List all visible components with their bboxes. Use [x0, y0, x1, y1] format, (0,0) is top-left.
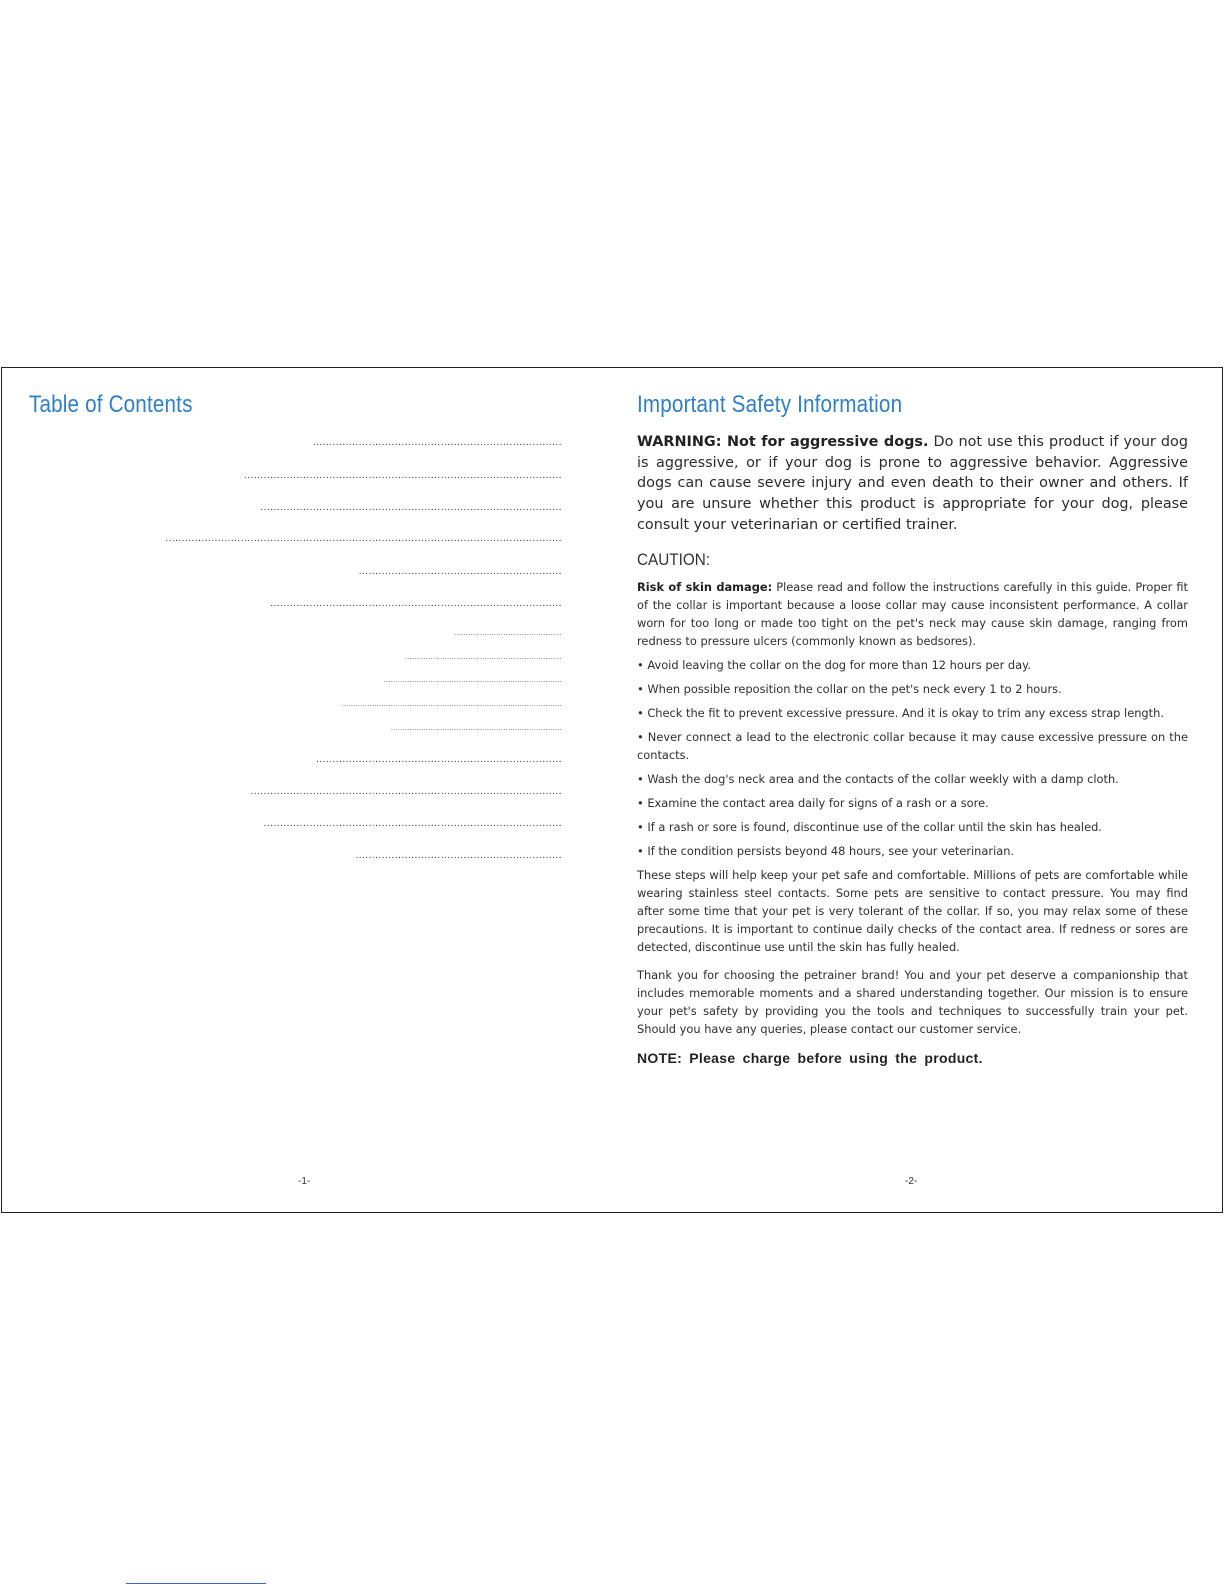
bullet-item: • Never connect a lead to the electronic collar because it may cause excessive pressure on the contacts.: [637, 729, 1188, 762]
toc-leader: ...........................................................................: [316, 757, 562, 763]
toc-leader: .................................................................................................: [244, 473, 562, 479]
charge-note: NOTE: Please charge before using the product.: [637, 1049, 983, 1066]
toc-leader: ..............................................................................................: [341, 702, 562, 708]
bullet-item: • Check the fit to prevent excessive pressure. And it is okay to trim any excess strap length.: [637, 705, 1164, 720]
toc-leader: ............................................................................: [312, 440, 562, 446]
toc-leader: ...............................................................: [355, 853, 562, 859]
bullet-item: • If a rash or sore is found, discontinue use of the collar until the skin has healed.: [637, 819, 1102, 834]
safety-heading: Important Safety Information: [637, 391, 903, 418]
risk-paragraph: [637, 578, 1188, 650]
bullet-item: • If the condition persists beyond 48 hours, see your veterinarian.: [637, 843, 1015, 858]
toc-leader: ............................................................................: [383, 678, 562, 684]
toc-leader: ..............................................................: [358, 569, 562, 575]
safety-content: [637, 432, 1188, 1066]
warning-lead: WARNING: Not for aggressive dogs.: [637, 434, 929, 450]
right-page: [613, 368, 1224, 1212]
page-number: -2-: [905, 1176, 918, 1187]
bullet-item: • Avoid leaving the collar on the dog for more than 12 hours per day.: [637, 657, 1031, 672]
warning-paragraph: [637, 432, 1188, 536]
risk-lead: Risk of skin damage:: [637, 579, 773, 594]
steps-paragraph: These steps will help keep your pet safe and comfortable. Millions of pets are comfortable while wearing stainless steel contacts. Some pets are sensitive to contact pressure. You may find after some time that your pet is very tolerant of the collar. If so, you may relax some of these precautions. It is important to continue daily checks of the contact area. If redness or sores are detected, discontinue use until the skin has fully healed.: [637, 867, 1188, 954]
toc-leader: ...................................................................: [404, 655, 562, 661]
toc-leader: .........................................................................: [390, 726, 562, 732]
risk-text: Please read and follow the instructions carefully in this guide. Proper fit of the collar is important because a loose collar may cause inconsistent performance. A collar worn for too long or made too tight on the pet's neck may cause skin damage, ranging from redness to pressure ulcers (commonly known as bedsores).: [637, 579, 1188, 648]
bullet-item: • Examine the contact area daily for signs of a rash or a sore.: [637, 795, 989, 810]
page-number: -1-: [298, 1176, 311, 1187]
caution-heading: CAUTION:: [637, 549, 711, 569]
toc-leader: ...........................................................................................: [263, 821, 562, 827]
bottom-rule: [126, 1583, 266, 1584]
thanks-paragraph: Thank you for choosing the petrainer brand! You and your pet deserve a companionship that includes memorable moments and a shared understanding together. Our mission is to ensure your pet's safety by providing you the tools and techniques to successfully train your pet. Should you have any queries, please contact our customer service.: [637, 967, 1188, 1036]
toc-leader: ...............................................................................................: [250, 789, 562, 795]
bullet-item: • When possible reposition the collar on the pet's neck every 1 to 2 hours.: [637, 681, 1062, 696]
bullet-item: • Wash the dog's neck area and the contacts of the collar weekly with a damp cloth.: [637, 771, 1119, 786]
left-page: [2, 368, 613, 1212]
toc-heading: Table of Contents: [29, 391, 193, 418]
booklet-spread: [1, 367, 1223, 1213]
toc-leader: .........................................................................................: [270, 601, 562, 607]
toc-leader: .........................................................................................................................: [165, 536, 562, 542]
warning-text: Do not use this product if your dog is aggressive, or if your dog is prone to aggressive behavior. Aggressive dogs can cause severe injury and even death to their owner and others. If you are unsure whether this product is appropriate for your dog, please consult your veterinarian or certified trainer.: [637, 434, 1188, 533]
toc-leader: ............................................................................................: [260, 505, 562, 511]
toc-leader: ..............................................: [454, 631, 562, 637]
